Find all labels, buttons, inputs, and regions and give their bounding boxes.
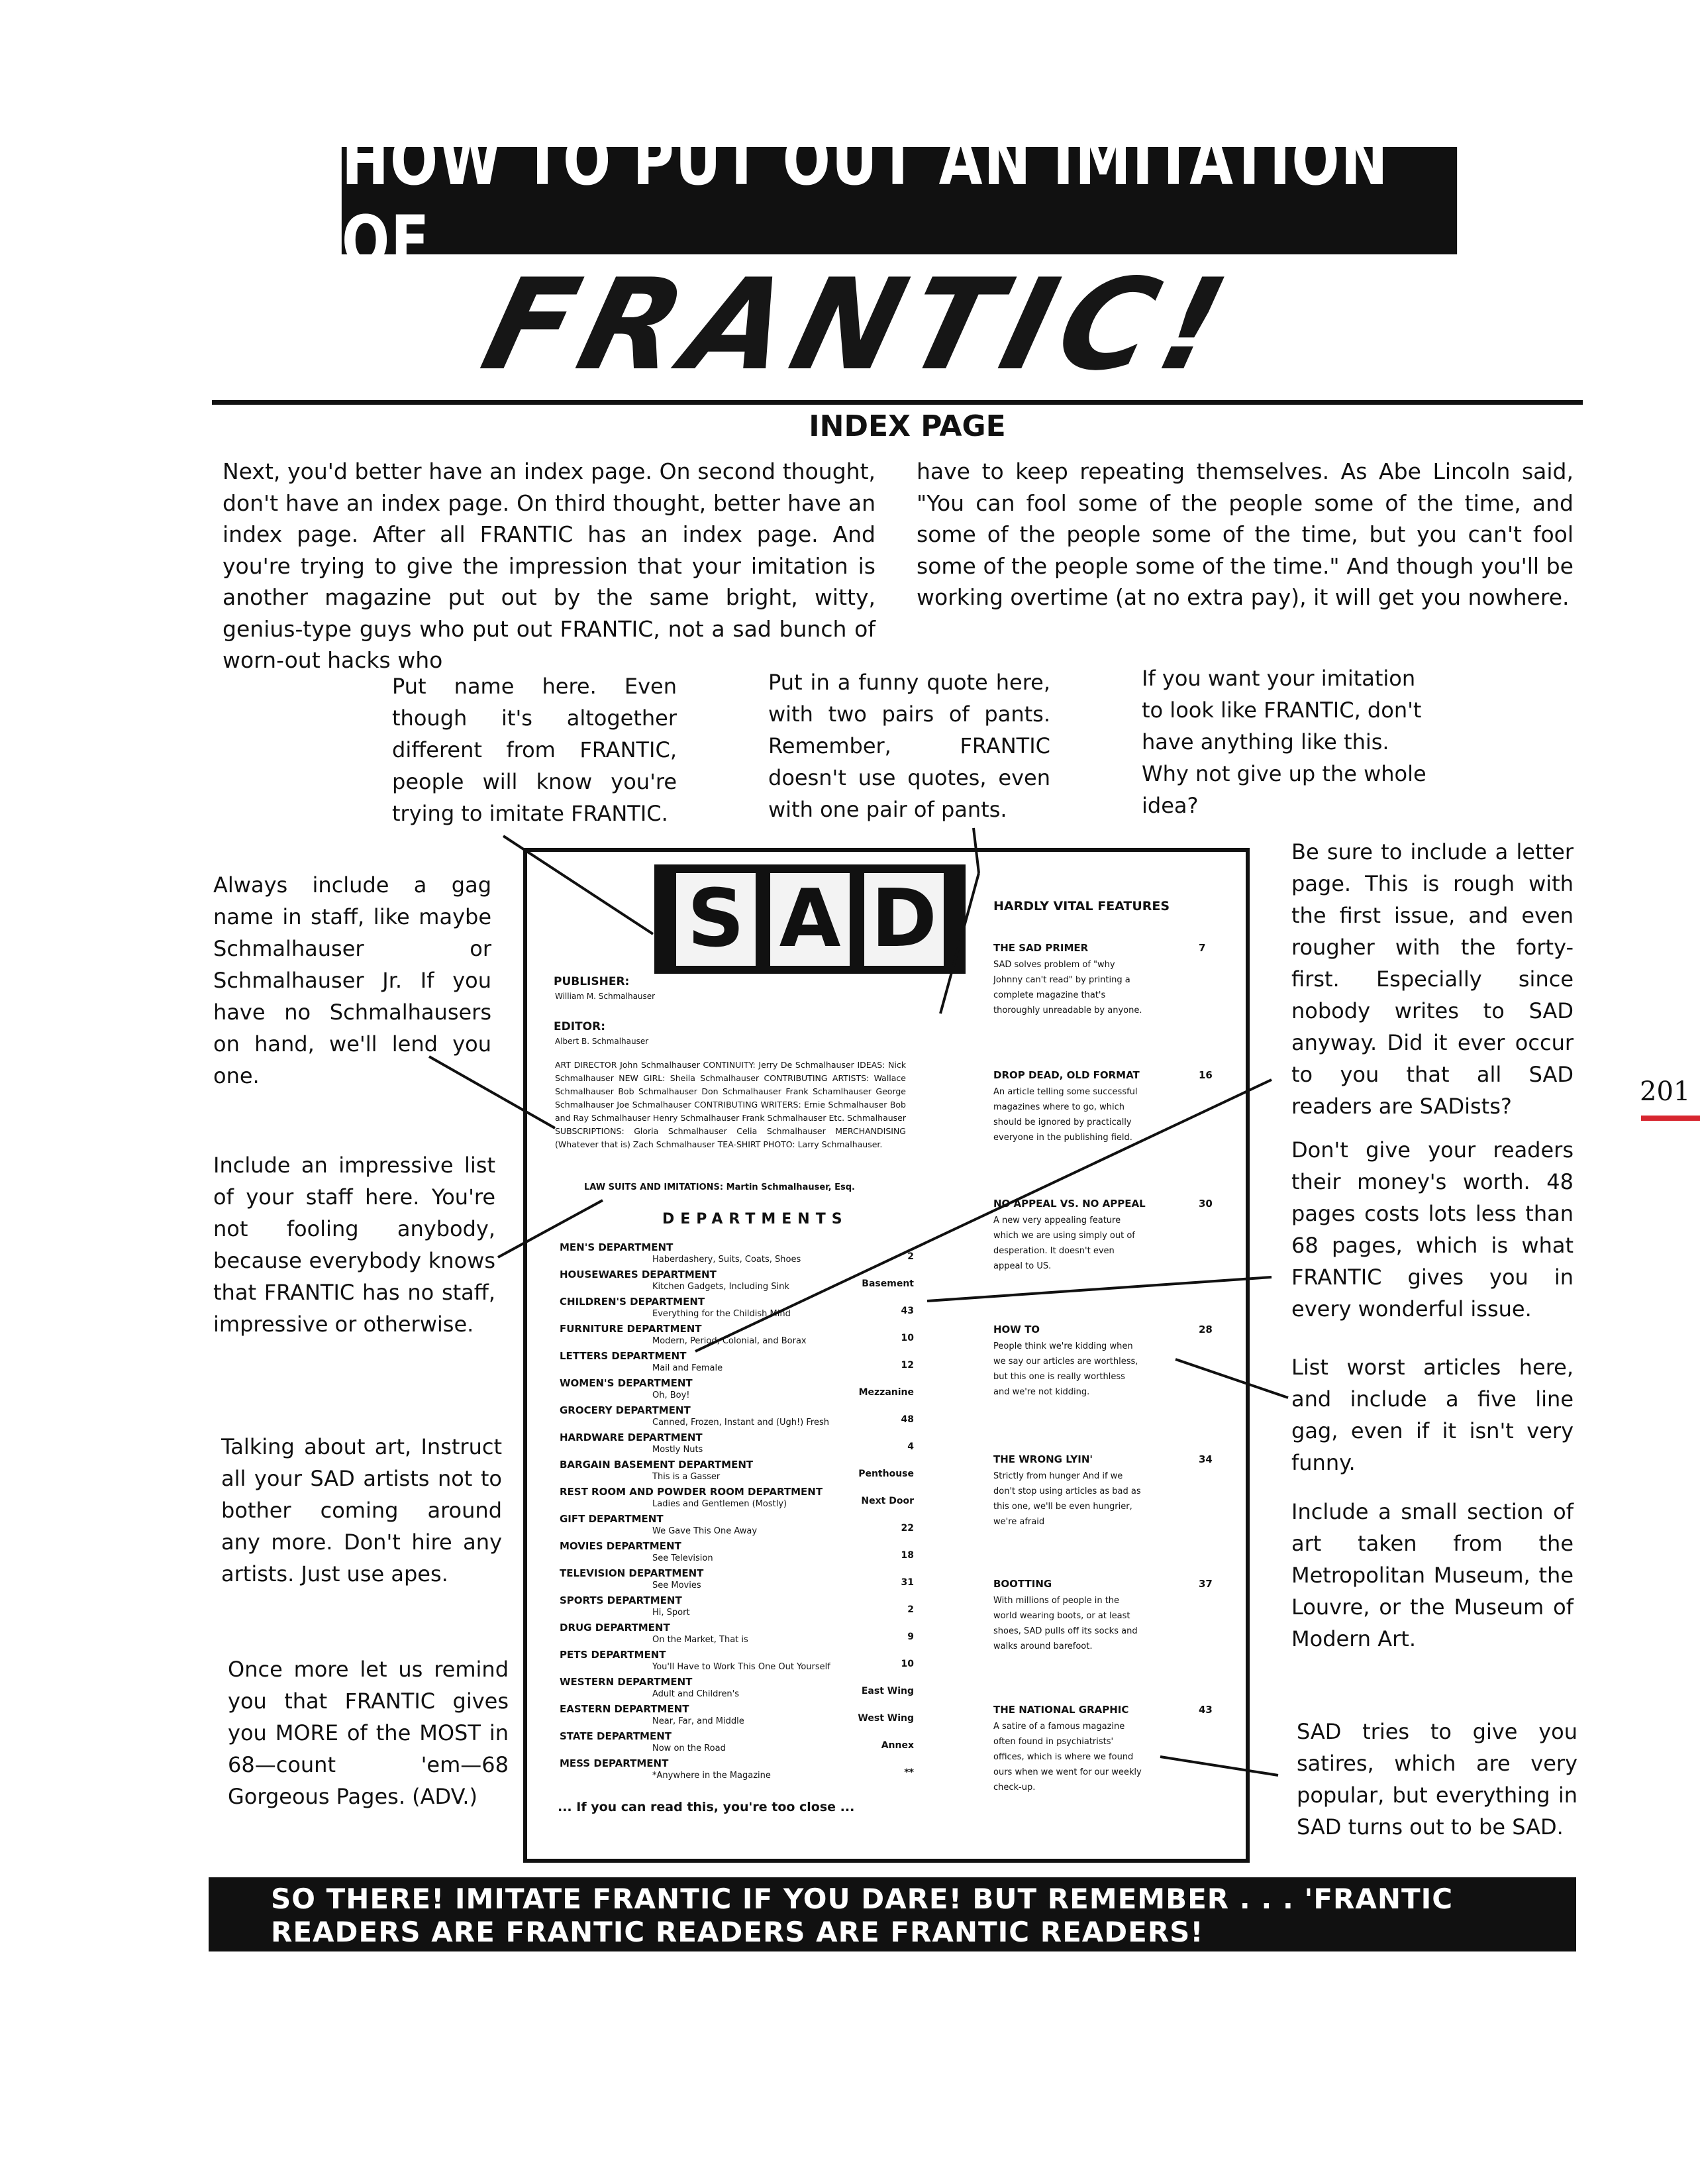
department-page: West Wing: [858, 1713, 914, 1724]
callout-imitation: If you want your imitation to look like FRANTIC, don't have anything like this. Why not give up the whole idea?: [1142, 666, 1426, 818]
department-page: 43: [901, 1306, 914, 1316]
department-row: [560, 1296, 914, 1322]
publisher-label: PUBLISHER:: [554, 975, 630, 988]
intro-left-column: Next, you'd better have an index page. On second thought, don't have an index page. On third thought, better have an index page. After all FRANTIC has an index page. And you're trying to give the impression that your imitation is another magazine put out by the same bright, witty, genius-type guys who put out FRANTIC, not a sad bunch of worn-out hacks who: [223, 458, 875, 673]
department-subtitle: Near, Far, and Middle: [652, 1716, 744, 1726]
department-name: MEN'S DEPARTMENT: [560, 1241, 674, 1253]
feature-description: SAD solves problem of "why Johnny can't read" by printing a complete magazine that's thoroughly unreadable by anyone.: [993, 960, 1142, 1015]
department-subtitle: See Television: [652, 1553, 713, 1563]
department-subtitle: Adult and Children's: [652, 1689, 740, 1699]
footer-line-2: READERS ARE FRANTIC READERS ARE FRANTIC READERS!: [271, 1916, 1204, 1948]
department-subtitle: Mostly Nuts: [652, 1445, 703, 1455]
title-banner: [341, 120, 1457, 282]
department-subtitle: We Gave This One Away: [652, 1526, 758, 1536]
feature-description: An article telling some successful magazines where to go, which should be ignored by practically everyone in the publishing field.: [993, 1087, 1138, 1143]
departments-heading: DEPARTMENTS: [662, 1211, 848, 1227]
frantic-logo: FRANTIC!: [470, 252, 1249, 398]
department-subtitle: You'll Have to Work This One Out Yourself: [652, 1662, 830, 1672]
department-page: 18: [901, 1550, 914, 1561]
department-page: Annex: [881, 1740, 914, 1751]
callout-quote: Put in a funny quote here, with two pairs of pants. Remember, FRANTIC doesn't use quotes, even with one pair of pants.: [768, 670, 1050, 822]
feature-page: 37: [1199, 1578, 1213, 1590]
department-row: [560, 1649, 914, 1675]
feature-entry: [993, 1452, 1215, 1530]
feature-title: THE NATIONAL GRAPHIC: [993, 1704, 1129, 1716]
feature-description: A new very appealing feature which we are using simply out of desperation. It doesn't even appeal to US.: [993, 1216, 1135, 1271]
department-row: [560, 1269, 914, 1295]
feature-page: 28: [1199, 1324, 1213, 1335]
department-subtitle: This is a Gasser: [652, 1472, 721, 1482]
callout-worst: List worst articles here, and include a five line gag, even if it isn't very funny.: [1291, 1355, 1574, 1475]
department-row: [560, 1323, 914, 1349]
feature-page: 43: [1199, 1704, 1213, 1716]
feature-title: HOW TO: [993, 1324, 1040, 1335]
department-name: MESS DEPARTMENT: [560, 1757, 669, 1769]
department-name: BARGAIN BASEMENT DEPARTMENT: [560, 1459, 754, 1471]
department-row: [560, 1703, 914, 1730]
department-row: [560, 1594, 914, 1621]
department-name: SPORTS DEPARTMENT: [560, 1594, 682, 1606]
department-subtitle: Mail and Female: [652, 1363, 723, 1373]
feature-description: People think we're kidding when we say our articles are worthless, but this one is really worthless and we're not kidding.: [993, 1341, 1138, 1397]
department-page: 48: [901, 1414, 914, 1425]
department-name: FURNITURE DEPARTMENT: [560, 1323, 702, 1335]
feature-entry: [993, 1322, 1215, 1400]
department-page: Mezzanine: [858, 1387, 914, 1398]
department-subtitle: Haberdashery, Suits, Coats, Shoes: [652, 1255, 801, 1265]
lawsuits-line: LAW SUITS AND IMITATIONS: Martin Schmalhauser, Esq.: [584, 1182, 855, 1192]
department-name: WESTERN DEPARTMENT: [560, 1676, 693, 1688]
department-page: 4: [907, 1441, 914, 1452]
department-name: LETTERS DEPARTMENT: [560, 1350, 687, 1362]
department-subtitle: *Anywhere in the Magazine: [652, 1771, 771, 1781]
department-row: [560, 1431, 914, 1458]
department-page: 2: [907, 1251, 914, 1262]
department-name: HARDWARE DEPARTMENT: [560, 1431, 703, 1443]
feature-entry: [993, 1702, 1215, 1795]
sad-logo: [654, 864, 966, 974]
department-page: Basement: [862, 1278, 914, 1289]
department-subtitle: Hi, Sport: [652, 1608, 690, 1618]
feature-description: Strictly from hunger And if we don't stop using articles as bad as this one, we'll be even hungrier, we're afraid: [993, 1471, 1141, 1527]
callout-remind: Once more let us remind you that FRANTIC gives you MORE of the MOST in 68—count 'em—68 Gorgeous Pages. (ADV.): [228, 1657, 509, 1809]
department-page: Penthouse: [858, 1469, 914, 1479]
feature-entry: [993, 1577, 1215, 1654]
feature-description: A satire of a famous magazine often found in psychiatrists' offices, which is where we found ours when we went for our weekly check-up.: [993, 1722, 1142, 1793]
intro-right-column: have to keep repeating themselves. As Abe Lincoln said, "You can fool some of the people some of the time, and some of the people some of the time, but you can't fool some of the people some of the time." And though you'll be working overtime (at no extra pay), it will get you nowhere.: [917, 458, 1574, 610]
department-row: [560, 1622, 914, 1648]
page-edge-marker: [1641, 1116, 1700, 1121]
feature-page: 7: [1199, 942, 1206, 954]
department-subtitle: Ladies and Gentlemen (Mostly): [652, 1499, 787, 1509]
header-rule: [212, 400, 1583, 405]
department-row: [560, 1350, 914, 1377]
callout-museum: Include a small section of art taken from the Metropolitan Museum, the Louvre, or the Museum of Modern Art.: [1291, 1499, 1574, 1651]
department-subtitle: Canned, Frozen, Instant and (Ugh!) Fresh: [652, 1418, 829, 1428]
callout-art: Talking about art, Instruct all your SAD artists not to bother coming around any more. Don't hire any artists. Just use apes.: [221, 1434, 502, 1586]
editor-name: Albert B. Schmalhauser: [555, 1037, 649, 1046]
department-row: [560, 1404, 914, 1431]
feature-entry: [993, 1196, 1215, 1274]
department-row: [560, 1486, 914, 1512]
department-page: 31: [901, 1577, 914, 1588]
callout-name: Put name here. Even though it's altogether different from FRANTIC, people will know you're trying to imitate FRANTIC.: [392, 674, 677, 826]
department-row: [560, 1540, 914, 1567]
staff-list: ART DIRECTOR John Schmalhauser CONTINUITY: Jerry De Schmalhauser IDEAS: Nick Schmalhauser NEW GIRL: Sheila Schmalhauser CONTRIBUTING ARTISTS: Wallace Schmalhauser Bob Schmalhauser Don Schmalhauser Frank Schamlhauser George Schmalhauser Joe Schmalhauser CONTRIBUTING WRITERS: Ernie Schmalhauser Bob and Ray Schmalhauser Henry Schmalhauser Frank Schmalhauser Etc. Schmalhauser SUBSCRIPTIONS: Gloria Schmalhauser Celia Schmalhauser MERCHANDISING (Whatever that is) Zach Schmalhauser TEA-SHIRT PHOTO: Larry Schmalhauser.: [555, 1060, 906, 1149]
feature-description: With millions of people in the world wearing boots, or at least shoes, SAD pulls off its socks and walks around barefoot.: [993, 1596, 1138, 1651]
publisher-name: William M. Schmalhauser: [555, 992, 656, 1001]
sad-logo-letter: A: [770, 873, 850, 966]
department-subtitle: See Movies: [652, 1581, 701, 1590]
department-row: [560, 1676, 914, 1702]
department-name: STATE DEPARTMENT: [560, 1730, 672, 1742]
department-row: [560, 1567, 914, 1594]
department-row: [560, 1513, 914, 1539]
editor-label: EDITOR:: [554, 1020, 605, 1033]
department-subtitle: Kitchen Gadgets, Including Sink: [652, 1282, 789, 1292]
feature-title: DROP DEAD, OLD FORMAT: [993, 1069, 1140, 1081]
sad-logo-letter: D: [864, 873, 944, 966]
page-number: 201: [1640, 1076, 1691, 1107]
department-subtitle: Everything for the Childish Mind: [652, 1309, 791, 1319]
department-name: MOVIES DEPARTMENT: [560, 1540, 681, 1552]
callout-money: Don't give your readers their money's worth. 48 pages costs lots less than 68 pages, which is what FRANTIC gives you in every wonderful issue.: [1291, 1137, 1574, 1322]
department-page: 10: [901, 1333, 914, 1343]
department-row: [560, 1377, 914, 1404]
feature-entry: [993, 1068, 1215, 1145]
department-name: TELEVISION DEPARTMENT: [560, 1567, 704, 1579]
department-subtitle: Modern, Period, Colonial, and Borax: [652, 1336, 807, 1346]
sad-logo-letter: S: [676, 873, 756, 966]
department-page: 22: [901, 1523, 914, 1534]
feature-page: 34: [1199, 1453, 1213, 1465]
callout-letters: Be sure to include a letter page. This is rough with the first issue, and even rougher with the forty-first. Especially since nobody writes to SAD anyway. Did it ever occur to you that all SAD readers are SADists?: [1291, 839, 1574, 1119]
department-page: East Wing: [861, 1686, 914, 1696]
department-row: [560, 1241, 914, 1268]
department-name: REST ROOM AND POWDER ROOM DEPARTMENT: [560, 1486, 823, 1498]
feature-page: 16: [1199, 1069, 1213, 1081]
department-subtitle: Now on the Road: [652, 1743, 726, 1753]
feature-title: BOOTTING: [993, 1578, 1052, 1590]
department-name: HOUSEWARES DEPARTMENT: [560, 1269, 717, 1280]
callout-satires: SAD tries to give you satires, which are very popular, but everything in SAD turns out to be SAD.: [1297, 1719, 1577, 1840]
feature-page: 30: [1199, 1198, 1213, 1210]
department-page: 10: [901, 1659, 914, 1669]
callout-staff: Include an impressive list of your staff here. You're not fooling anybody, because everybody knows that FRANTIC has no staff, impressive or otherwise.: [213, 1153, 495, 1337]
department-name: PETS DEPARTMENT: [560, 1649, 666, 1661]
department-name: CHILDREN'S DEPARTMENT: [560, 1296, 705, 1308]
callout-gagname: Always include a gag name in staff, like maybe Schmalhauser or Schmalhauser Jr. If you have no Schmalhausers on hand, we'll lend you one.: [213, 872, 491, 1088]
department-name: WOMEN'S DEPARTMENT: [560, 1377, 693, 1389]
features-heading: HARDLY VITAL FEATURES: [993, 899, 1170, 913]
department-subtitle: Oh, Boy!: [652, 1390, 690, 1400]
department-name: GROCERY DEPARTMENT: [560, 1404, 691, 1416]
department-row: [560, 1757, 914, 1784]
department-page: 2: [907, 1604, 914, 1615]
footer-banner: [209, 1877, 1576, 1951]
section-title: INDEX PAGE: [809, 409, 1006, 443]
feature-title: THE SAD PRIMER: [993, 942, 1089, 954]
department-page: **: [904, 1767, 914, 1778]
department-name: DRUG DEPARTMENT: [560, 1622, 670, 1634]
department-name: EASTERN DEPARTMENT: [560, 1703, 689, 1715]
department-page: Next Door: [861, 1496, 914, 1506]
department-page: 9: [907, 1632, 914, 1642]
page-title: HOW TO PUT OUT AN IMITATION OF: [341, 120, 1389, 282]
feature-title: THE WRONG LYIN': [993, 1453, 1093, 1465]
department-name: GIFT DEPARTMENT: [560, 1513, 664, 1525]
department-page: 12: [901, 1360, 914, 1371]
feature-title: NO APPEAL VS. NO APPEAL: [993, 1198, 1146, 1210]
mock-bottom-line: ... If you can read this, you're too close ...: [558, 1800, 855, 1814]
department-row: [560, 1730, 914, 1757]
department-row: [560, 1459, 914, 1485]
footer-line-1: SO THERE! IMITATE FRANTIC IF YOU DARE! BUT REMEMBER . . . 'FRANTIC: [271, 1883, 1454, 1915]
feature-entry: [993, 941, 1215, 1018]
department-subtitle: On the Market, That is: [652, 1635, 748, 1645]
